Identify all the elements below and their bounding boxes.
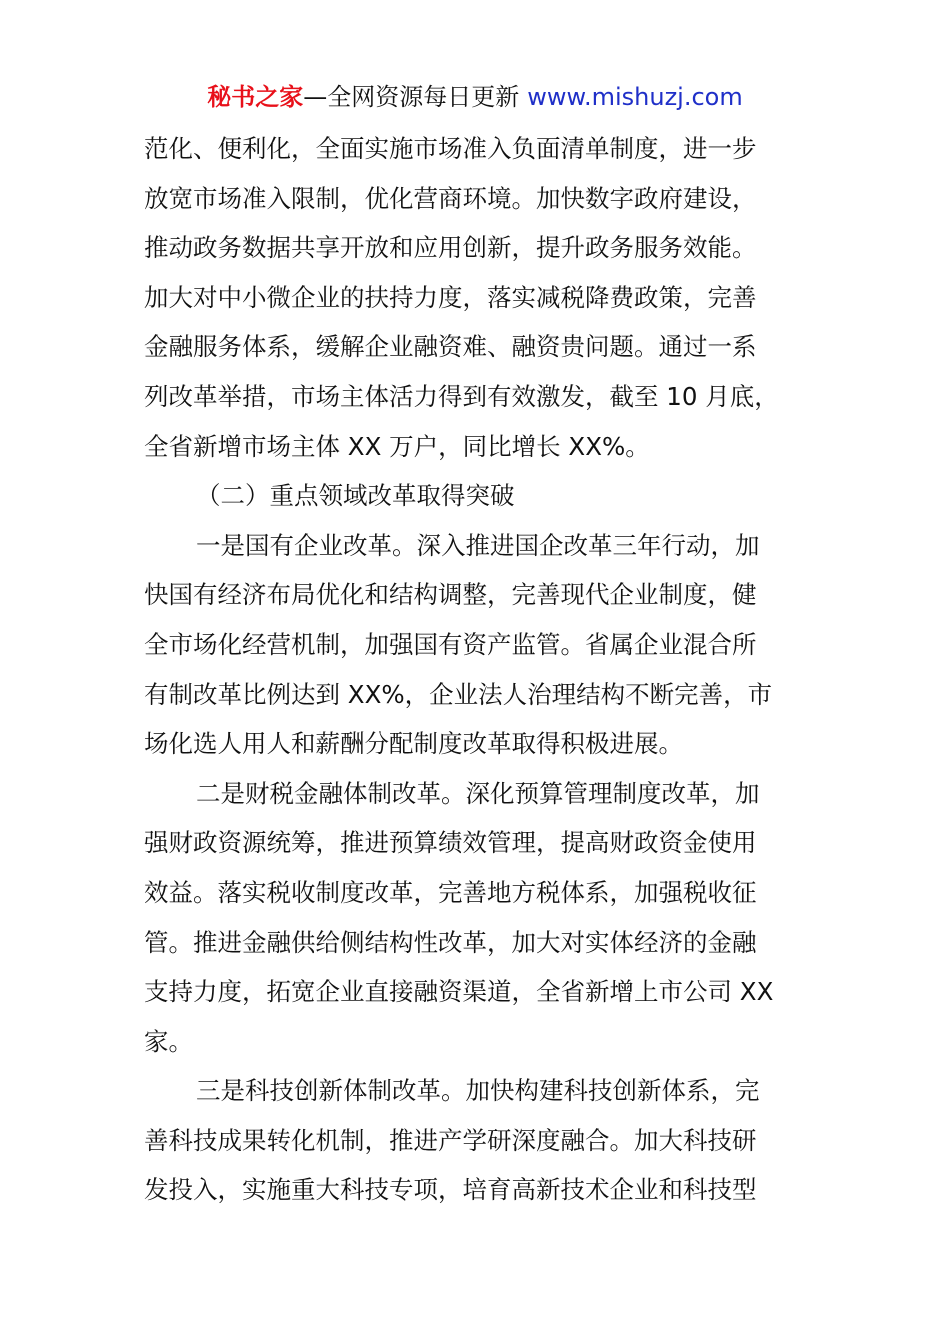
- section-heading: （二）重点领域改革取得突破: [196, 481, 515, 511]
- text-line: 场化选人用人和薪酬分配制度改革取得积极进展。: [144, 729, 683, 759]
- text-line: 全省新增市场主体 XX 万户，同比增长 XX%。: [144, 431, 650, 461]
- text-line: 快国有经济布局优化和结构调整，完善现代企业制度，健: [144, 580, 757, 610]
- text-line: 效益。落实税收制度改革，完善地方税体系，加强税收征: [144, 877, 757, 907]
- text-line: 列改革举措，市场主体活力得到有效激发，截至 10 月底，: [144, 381, 779, 411]
- paragraph-start: 三是科技创新体制改革。加快构建科技创新体系，完: [196, 1076, 760, 1106]
- site-url[interactable]: www.mishuzj.com: [527, 83, 743, 111]
- text-line: 有制改革比例达到 XX%，企业法人治理结构不断完善，市: [144, 679, 773, 709]
- text-line: 范化、便利化，全面实施市场准入负面清单制度，进一步: [144, 134, 757, 163]
- text-line: 管。推进金融供给侧结构性改革，加大对实体经济的金融: [144, 927, 757, 957]
- paragraph-start: 一是国有企业改革。深入推进国企改革三年行动，加: [196, 530, 760, 560]
- brand-name: 秘书之家: [207, 83, 304, 111]
- text-line: 加大对中小微企业的扶持力度，落实减税降费政策，完善: [144, 282, 757, 312]
- text-line: 放宽市场准入限制，优化营商环境。加快数字政府建设，: [144, 183, 757, 213]
- document-body: [144, 124, 808, 1215]
- text-line: 推动政务数据共享开放和应用创新，提升政务服务效能。: [144, 233, 757, 263]
- text-line: 支持力度，拓宽企业直接融资渠道，全省新增上市公司 XX: [144, 977, 774, 1007]
- text-line: 发投入，实施重大科技专项，培育高新技术企业和科技型: [144, 1175, 757, 1205]
- text-line: 强财政资源统筹，推进预算绩效管理，提高财政资金使用: [144, 828, 757, 858]
- site-header: [0, 80, 950, 114]
- text-line: 金融服务体系，缓解企业融资难、融资贵问题。通过一系: [144, 332, 757, 362]
- text-line: 善科技成果转化机制，推进产学研深度融合。加大科技研: [144, 1125, 757, 1155]
- paragraph-start: 二是财税金融体制改革。深化预算管理制度改革，加: [196, 778, 760, 808]
- header-tagline: —全网资源每日更新: [303, 83, 520, 111]
- text-line: 家。: [144, 1026, 193, 1056]
- text-line: 全市场化经营机制，加强国有资产监管。省属企业混合所: [144, 629, 757, 659]
